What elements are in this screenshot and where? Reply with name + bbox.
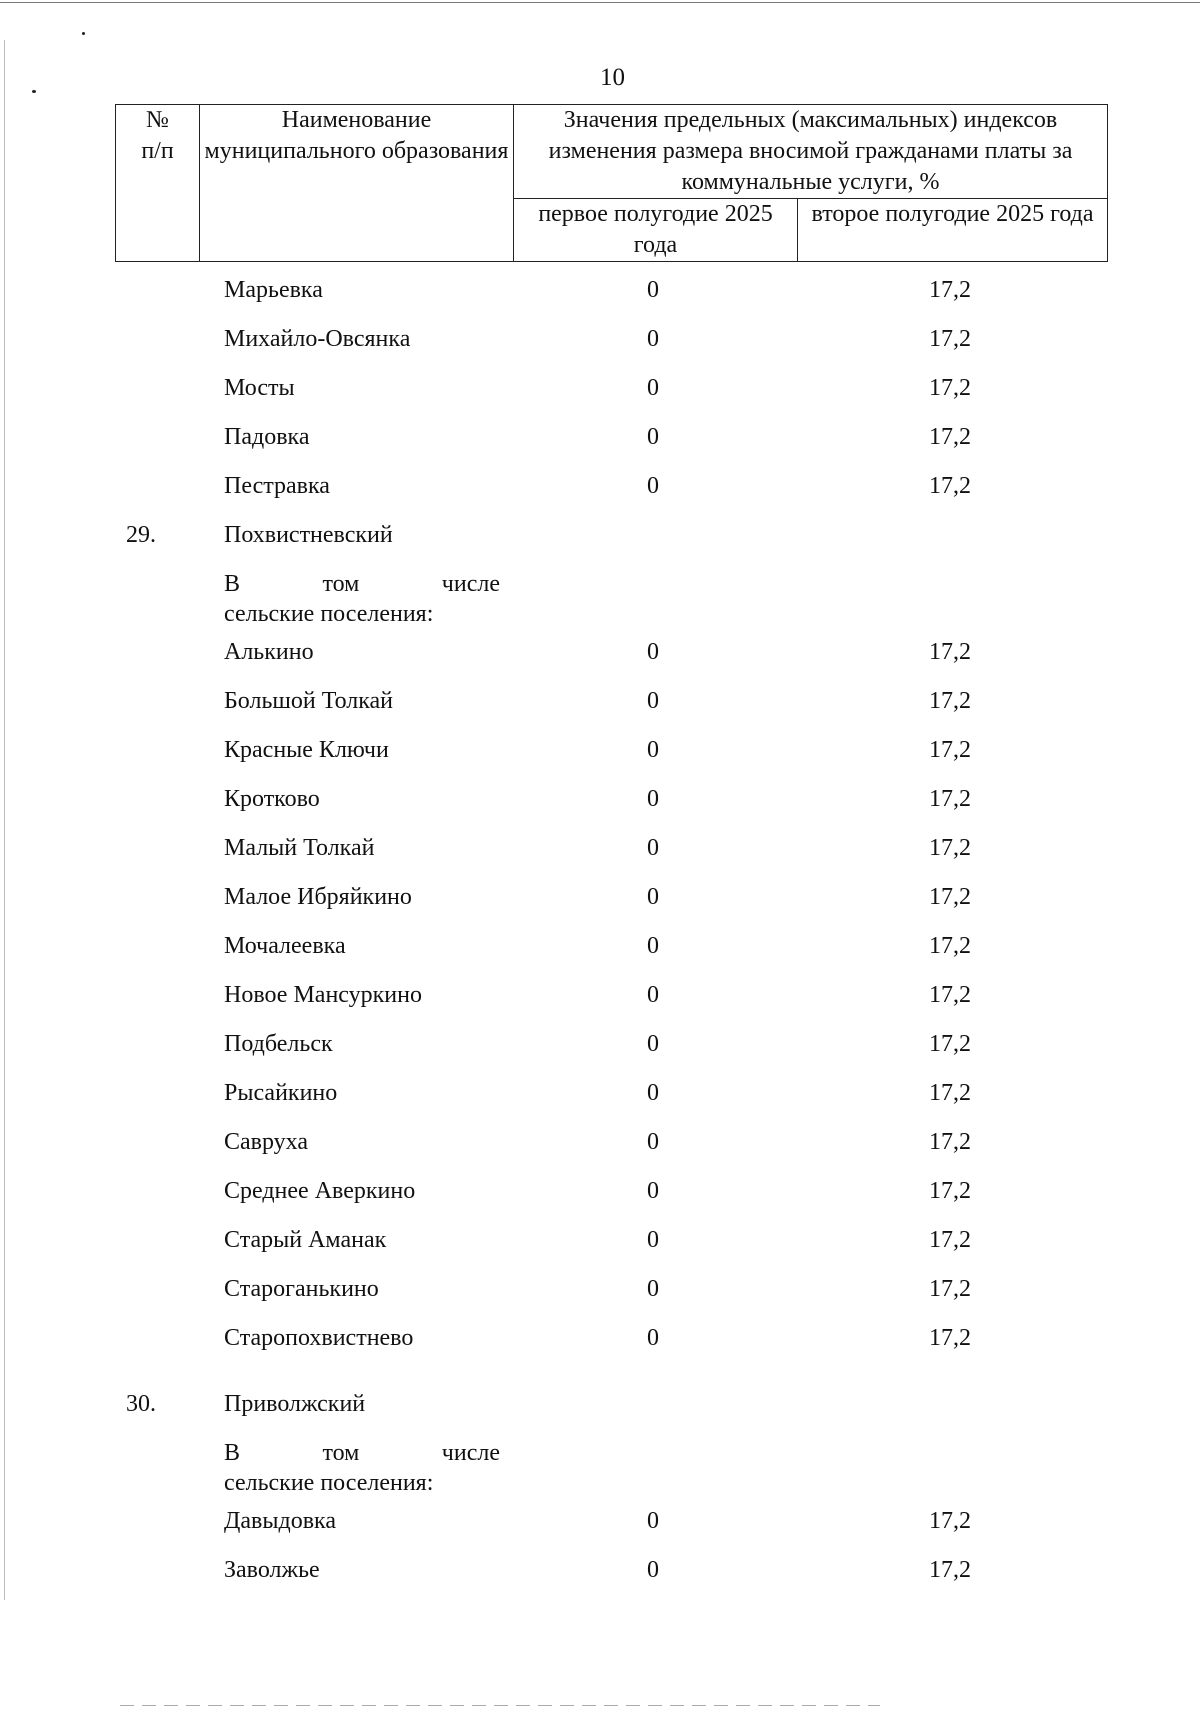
- row-name-line1: В том числе: [224, 1440, 500, 1466]
- row-value-second-half: 17,2: [929, 424, 971, 450]
- row-value-second-half: 17,2: [929, 1276, 971, 1302]
- row-name-line2: сельские поселения:: [224, 601, 434, 627]
- row-value-second-half: 17,2: [929, 326, 971, 352]
- row-value-first-half: 0: [647, 1557, 659, 1583]
- row-value-first-half: 0: [647, 786, 659, 812]
- row-value-second-half: 17,2: [929, 1031, 971, 1057]
- row-name: Старый Аманак: [224, 1227, 387, 1253]
- row-value-second-half: 17,2: [929, 737, 971, 763]
- row-name-line2: сельские поселения:: [224, 1470, 434, 1496]
- row-name: Падовка: [224, 424, 310, 450]
- header-name-column: Наименование муниципального образования: [200, 105, 514, 262]
- row-name: Рысайкино: [224, 1080, 338, 1106]
- row-name: Малое Ибряйкино: [224, 884, 412, 910]
- row-number: 30.: [126, 1391, 156, 1417]
- header-number-column: № п/п: [116, 105, 200, 262]
- row-value-first-half: 0: [647, 1508, 659, 1534]
- row-name: Савруха: [224, 1129, 309, 1155]
- row-value-second-half: 17,2: [929, 1129, 971, 1155]
- row-name: Давыдовка: [224, 1508, 336, 1534]
- row-name: Большой Толкай: [224, 688, 394, 714]
- row-name: Алькино: [224, 639, 314, 665]
- row-value-second-half: 17,2: [929, 982, 971, 1008]
- row-value-first-half: 0: [647, 982, 659, 1008]
- row-number: 29.: [126, 522, 156, 548]
- row-value-second-half: 17,2: [929, 375, 971, 401]
- row-value-first-half: 0: [647, 1325, 659, 1351]
- row-name: Подбельск: [224, 1031, 333, 1057]
- row-name: Мосты: [224, 375, 295, 401]
- row-name: Староганькино: [224, 1276, 379, 1302]
- row-value-first-half: 0: [647, 1031, 659, 1057]
- row-value-first-half: 0: [647, 375, 659, 401]
- row-value-second-half: 17,2: [929, 835, 971, 861]
- row-value-first-half: 0: [647, 737, 659, 763]
- row-name: Марьевка: [224, 277, 323, 303]
- header-values-column: Значения предельных (максимальных) индексов изменения размера вносимой гражданами платы за коммунальные услуги, %: [514, 105, 1108, 199]
- row-value-first-half: 0: [647, 326, 659, 352]
- row-value-first-half: 0: [647, 473, 659, 499]
- row-value-first-half: 0: [647, 424, 659, 450]
- row-value-second-half: 17,2: [929, 1227, 971, 1253]
- row-name: Среднее Аверкино: [224, 1178, 416, 1204]
- row-value-second-half: 17,2: [929, 786, 971, 812]
- row-name: Пестравка: [224, 473, 330, 499]
- row-name: Михайло-Овсянка: [224, 326, 411, 352]
- row-name-line1: В том числе: [224, 571, 500, 597]
- row-value-second-half: 17,2: [929, 277, 971, 303]
- row-value-second-half: 17,2: [929, 933, 971, 959]
- row-value-first-half: 0: [647, 884, 659, 910]
- row-value-first-half: 0: [647, 933, 659, 959]
- row-value-second-half: 17,2: [929, 473, 971, 499]
- row-value-first-half: 0: [647, 1227, 659, 1253]
- row-value-second-half: 17,2: [929, 884, 971, 910]
- row-name: Красные Ключи: [224, 737, 389, 763]
- row-name: [224, 1438, 500, 1498]
- row-name: Мочалеевка: [224, 933, 346, 959]
- row-name: [224, 569, 500, 629]
- row-value-first-half: 0: [647, 639, 659, 665]
- row-value-first-half: 0: [647, 1080, 659, 1106]
- row-value-first-half: 0: [647, 277, 659, 303]
- header-first-half: первое полугодие 2025 года: [514, 199, 798, 262]
- row-value-first-half: 0: [647, 688, 659, 714]
- row-name: Малый Толкай: [224, 835, 375, 861]
- page-number: 10: [600, 64, 625, 91]
- row-name: Старопохвистнево: [224, 1325, 414, 1351]
- row-name: Заволжье: [224, 1557, 320, 1583]
- row-value-second-half: 17,2: [929, 688, 971, 714]
- header-second-half: второе полугодие 2025 года: [798, 199, 1108, 262]
- row-name: Приволжский: [224, 1391, 366, 1417]
- row-value-second-half: 17,2: [929, 639, 971, 665]
- row-value-second-half: 17,2: [929, 1508, 971, 1534]
- row-value-second-half: 17,2: [929, 1557, 971, 1583]
- row-name: Кротково: [224, 786, 320, 812]
- row-name: Похвистневский: [224, 522, 393, 548]
- row-value-second-half: 17,2: [929, 1178, 971, 1204]
- row-value-first-half: 0: [647, 835, 659, 861]
- row-value-first-half: 0: [647, 1129, 659, 1155]
- row-value-first-half: 0: [647, 1178, 659, 1204]
- row-name: Новое Мансуркино: [224, 982, 422, 1008]
- row-value-second-half: 17,2: [929, 1325, 971, 1351]
- row-value-second-half: 17,2: [929, 1080, 971, 1106]
- row-value-first-half: 0: [647, 1276, 659, 1302]
